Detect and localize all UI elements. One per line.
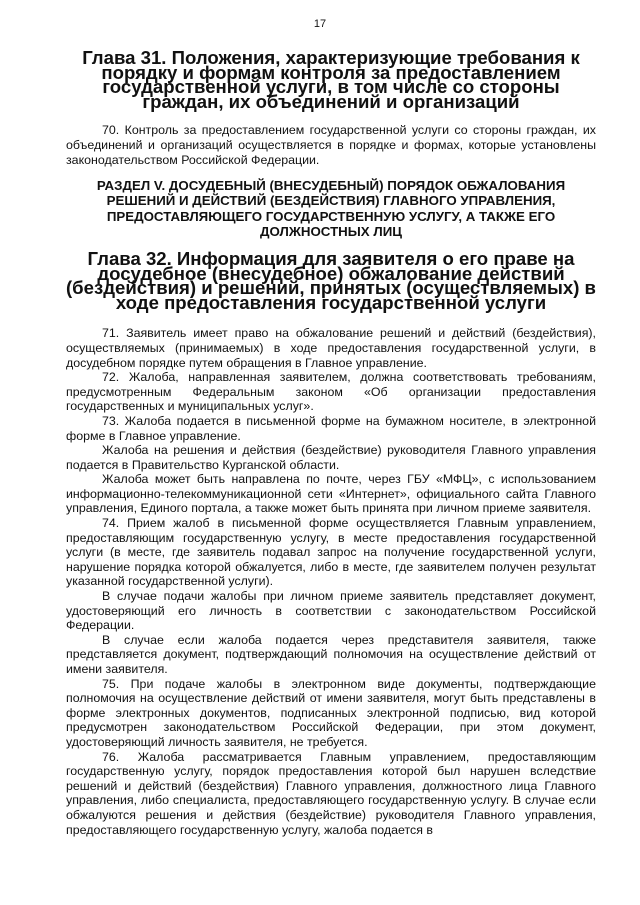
paragraph-74-representative: В случае если жалоба подается через представителя заявителя, также представляется документ, подтверждающий полномочия на осуществление действий от имени заявителя. — [66, 632, 596, 676]
paragraph-74: 74. Прием жалоб в письменной форме осуществляется Главным управлением, предоставляющим государственную услугу, в месте предоставления государственной услуги (в месте, где заявитель подавал запрос на получение государственной услуги, нарушение порядка которой обжалуется, либо в месте, где заявителем получен результат указанной государственной услуги). — [66, 516, 596, 589]
page-content — [66, 47, 596, 837]
paragraph-76: 76. Жалоба рассматривается Главным управлением, предоставляющим государственную услугу, порядок предоставления которой был нарушен вследствие решений и действий (бездействия) Главного управления, должностного лица Главного управления, либо специалиста, предоставляющего государственную услугу. В случае если обжалуются решения и действия (бездействие) руководителя Главного управления, предоставляющего государственную услугу, жалоба подается в — [66, 749, 596, 837]
page-number: 17 — [313, 18, 327, 30]
chapter-32-title: Глава 32. Информация для заявителя о его праве на досудебное (внесудебное) обжалование действий (бездействия) и решений, принятых (осуществляемых) в ходе предоставления государственной услуги — [66, 247, 596, 313]
chapter-31-title: Глава 31. Положения, характеризующие требования к порядку и формам контроля за предоставлением государственной услуги, в том числе со стороны граждан, их объединений и организаций — [82, 47, 580, 112]
paragraph-73-head-complaint: Жалоба на решения и действия (бездействие) руководителя Главного управления подается в Правительство Курганской области. — [66, 443, 596, 472]
paragraph-75: 75. При подаче жалобы в электронном виде документы, подтверждающие полномочия на осуществление действий от имени заявителя, могут быть представлены в форме электронных документов, подписанных электронной подписью, вид которой предусмотрен законодательством Российской Федерации, при этом документ, удостоверяющий личность заявителя, не требуется. — [66, 676, 596, 749]
paragraph-74-identity: В случае подачи жалобы при личном приеме заявитель представляет документ, удостоверяющий его личность в соответствии с законодательством Российской Федерации. — [66, 589, 596, 633]
paragraph-73-channels: Жалоба может быть направлена по почте, через ГБУ «МФЦ», с использованием информационно-телекоммуникационной сети «Интернет», официального сайта Главного управления, Единого портала, а также может быть принята при личном приеме заявителя. — [66, 472, 596, 516]
paragraph-71: 71. Заявитель имеет право на обжалование решений и действий (бездействия), осуществляемых (принимаемых) в ходе предоставления государственной услуги, в досудебном порядке путем обращения в Главное управление. — [66, 326, 596, 370]
paragraph-70: 70. Контроль за предоставлением государственной услуги со стороны граждан, их объединений и организаций осуществляется в порядке и формах, которые установлены законодательством Российской Федерации. — [66, 123, 596, 167]
paragraph-72: 72. Жалоба, направленная заявителем, должна соответствовать требованиям, предусмотренным Федеральным законом «Об организации предоставления государственных и муниципальных услуг». — [66, 370, 596, 414]
section-5-title: РАЗДЕЛ V. ДОСУДЕБНЫЙ (ВНЕСУДЕБНЫЙ) ПОРЯДОК ОБЖАЛОВАНИЯ РЕШЕНИЙ И ДЕЙСТВИЙ (БЕЗДЕЙСТВИЯ) ГЛАВНОГО УПРАВЛЕНИЯ, ПРЕДОСТАВЛЯЮЩЕГО ГОСУДАРСТВЕННУЮ УСЛУГУ, А ТАКЖЕ ЕГО ДОЛЖНОСТНЫХ ЛИЦ — [96, 178, 566, 239]
paragraph-73: 73. Жалоба подается в письменной форме на бумажном носителе, в электронной форме в Главное управление. — [66, 413, 596, 443]
